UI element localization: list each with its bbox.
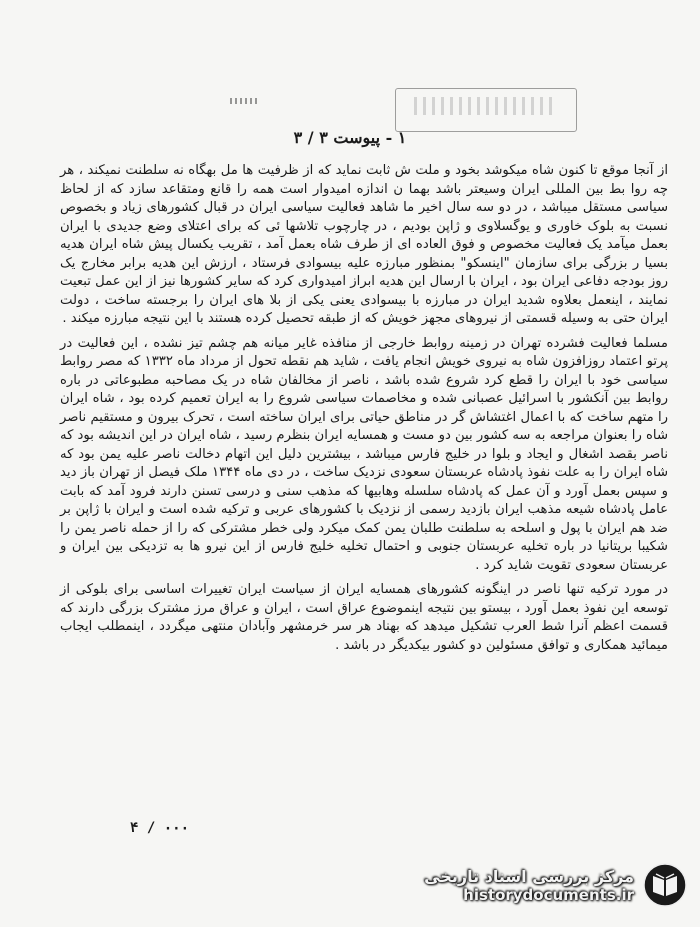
watermark-title: مرکز بررسی اسناد تاریخی (424, 866, 634, 886)
margin-mark (230, 98, 260, 104)
page-number: ۴ / ۰۰۰ (130, 820, 190, 836)
watermark-text (424, 867, 634, 904)
stamp-ink (414, 97, 554, 115)
document-body (60, 162, 668, 661)
watermark-url: historydocuments.ir (463, 885, 634, 904)
book-logo-icon (642, 862, 688, 908)
faded-stamp (395, 88, 577, 132)
paragraph-2: مسلما فعالیت فشرده تهران در زمینه روابط خارجی از منافذه غایر میانه هم چشم تیز نشده ، این فعالیت در پرتو اعتماد روزافزون شاه به نیروی خویش انجام یافت ، شاید هم نقطه تحول از مرداد ماه ۱۳۳۲ که مصر روابط سیاسی خود با ایران را قطع کرد شروع شده باشد ، ناصر از مخالفان شاه در یک مصاحبه مطبوعاتی در باره روابط بین آنکشور با اسرائیل عصبانی شده و مخاصمات سیاسی شروع را به ایران تعمیم کرده بود ، شاه ایران را متهم ساخت که با اعمال اغتشاش گر در مناطق حیاتی برای ایران ساخته است ، تحرک بیرون و مستقیم ناصر شاه را بعنوان مراجعه به سه کشور بین دو مست و همسایه ایران بنظرم رسید ، شاه ایران در این اندیشه بود که ناصر بقصد اشغال و ایجاد و بلوا در خلیج فارس میباشد ، بیشترین دلیل این اتهام دخالت ناصر علیه یمن بود که شاه ایران را به علت نفوذ پادشاه عربستان سعودی نزدیک ساخت ، در دی ماه ۱۳۴۴ ملک فیصل از تهران باز دید و سپس بعمل آورد و آن عمل که پادشاه سلسله وهابیها که مذهب سنی و درسی تسنن دارند فرود آمد که بابت عامل پادشاه شیعه مذهب ایران بازدید رسمی از نزدیک با کشورهای عربی و ترکیه شده است و ایران با ژاپن بر ضد هم ایران با پول و اسلحه به سلطنت طلبان یمن کمک میکرد ولی خطر مشترکی که را از حمله ناصر یمن را شکیبا بریتانیا در باره تخلیه عربستان جنوبی و احتمال تخلیه خلیج فارس از این نیرو ها به تزدیکی بین ایران و عربستان سعودی تقویت شاید کرد . (60, 335, 668, 573)
page-header: ۱ - پیوست ۳ / ۳ (293, 128, 407, 147)
paragraph-3: در مورد ترکیه تنها ناصر در اینگونه کشورهای همسایه ایران از سیاست ایران تغییرات اساسی برای بلوکی از توسعه این نفوذ بعمل آورد ، بیستو بین نتیجه اینموضوع عراق است ، ایران و عراق مرز مشترک بزرگی دارند که قسمت اعظم آنرا شط العرب تشکیل میدهد که بهناد هر سر خرمشهر وآبادان منتهی میگردد ، اینمطلب ایجاب میمائید همکاری و توافق مسئولین دو کشور بیکدیگر در باشد . (60, 582, 668, 653)
paragraph-1: از آنجا موقع تا کنون شاه میکوشد بخود و ملت ش ثابت نماید که از ظرفیت ها مل بهگاه نه سلطنت نمیکند ، هر چه روا بط بین المللی ایران وسیعتر باشد بهما ن اندازه امیدوار است همه را قانع ومتقاعد سازد که از لحاظ سیاسی مستقل میباشد ، در دو سه سال اخیر ما شاهد فعالیت سیاسی ایران در قبال کشورهای زیاد و بخصوص نسبت به بلوک خاوری و یوگسلاوی و ژاپن بودیم ، در چارچوب تلاشها ئی که برای اعتلای وضع جدیدی با ایران بعمل میآمد یک فعالیت مخصوص و فوق العاده ای از طرف شاه بعمل آمد ، تقریب یکسال پیش شاه ایران هدیه بسیا ر بزرگی برای سازمان "اینسکو" بمنظور مبارزه علیه بیسوادی فرستاد ، ارزش این هدیه برابر مخارج یک روز بودجه دفاعی ایران بود ، ایران با ارسال این هدیه ابراز امیدواری کرد که سایر کشورها نیز از این عمل تبعیت نمایند ، اینعمل بعلاوه شدید ایران در مبارزه با بیسوادی یعنی یکی از بلا های ایران را برجسته ساخت ، دولت ایران حتی به وسیله قسمتی از نیروهای مجهز خویش که از طبقه تحصیل کرده هستند با این نتیجه مبارزه میکند . (60, 163, 668, 326)
watermark (388, 855, 688, 915)
